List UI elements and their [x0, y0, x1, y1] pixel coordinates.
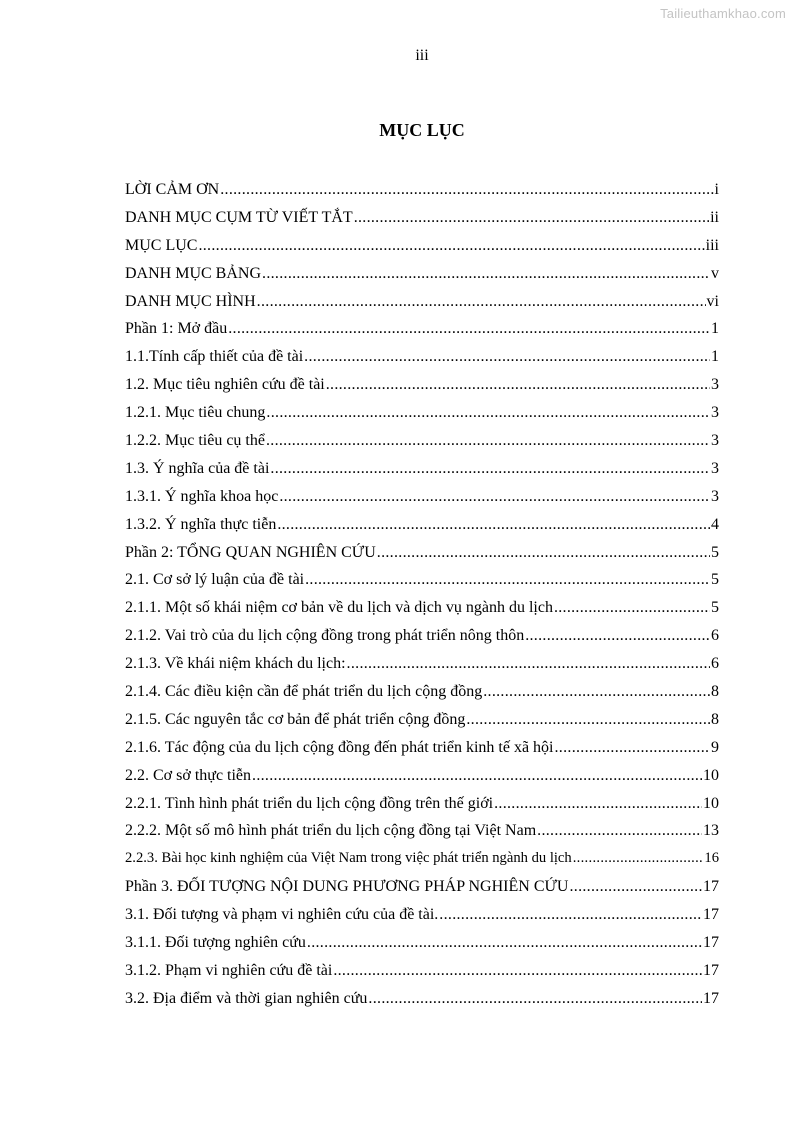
- toc-entry[interactable]: [125, 460, 719, 488]
- toc-entry-page: 6: [711, 655, 719, 673]
- toc-dot-leader: [326, 376, 710, 394]
- toc-entry-page: i: [714, 181, 719, 198]
- toc-dot-leader: [354, 209, 709, 227]
- toc-entry[interactable]: [125, 850, 719, 878]
- toc-dot-leader: [304, 348, 710, 366]
- toc-entry-page: vi: [706, 292, 719, 310]
- toc-entry-page: 3: [711, 459, 719, 477]
- toc-entry-page: 17: [703, 961, 719, 979]
- toc-dot-leader: [466, 711, 710, 729]
- toc-entry-label: 2.1.3. Về khái niệm khách du lịch:: [125, 655, 346, 673]
- toc-dot-leader: [537, 822, 702, 840]
- toc-dot-leader: [368, 990, 702, 1008]
- toc-dot-leader: [525, 627, 710, 645]
- toc-entry[interactable]: [125, 599, 719, 627]
- toc-entry[interactable]: [125, 209, 719, 237]
- toc-entry-page: 10: [703, 766, 719, 784]
- toc-entry-label: 3.1.1. Đối tượng nghiên cứu: [125, 934, 306, 952]
- toc-entry-label: 1.2.1. Mục tiêu chung: [125, 404, 266, 422]
- toc-entry[interactable]: [125, 432, 719, 460]
- toc-entry[interactable]: [125, 516, 719, 544]
- toc-dot-leader: [494, 795, 702, 813]
- toc-entry-page: iii: [705, 236, 719, 254]
- toc-entry-label: LỜI CẢM ƠN: [125, 181, 220, 198]
- toc-entry-page: 3: [711, 376, 719, 394]
- toc-entry-label: DANH MỤC BẢNG: [125, 264, 262, 282]
- toc-entry-page: 13: [703, 822, 719, 840]
- toc-entry[interactable]: [125, 320, 719, 348]
- toc-entry[interactable]: [125, 348, 719, 376]
- toc-entry[interactable]: [125, 181, 719, 209]
- toc-entry[interactable]: [125, 990, 719, 1018]
- watermark-text: Tailieuthamkhao.com: [660, 6, 786, 21]
- toc-dot-leader: [569, 878, 702, 896]
- toc-entry[interactable]: [125, 376, 719, 404]
- toc-entry-page: v: [711, 264, 719, 282]
- toc-entry-page: 1: [711, 348, 719, 366]
- toc-entry-label: 2.1.4. Các điều kiện cần để phát triển du lịch cộng đồng: [125, 683, 483, 701]
- toc-entry-label: 1.3.1. Ý nghĩa khoa học: [125, 487, 279, 505]
- toc-dot-leader: [573, 850, 704, 867]
- toc-dot-leader: [277, 516, 710, 534]
- toc-dot-leader: [347, 655, 710, 673]
- toc-entry-page: ii: [710, 208, 719, 226]
- toc-entry[interactable]: [125, 739, 719, 767]
- toc-entry-label: Phần 1: Mở đầu: [125, 320, 228, 338]
- toc-entry-page: 8: [711, 710, 719, 728]
- toc-entry-label: DANH MỤC CỤM TỪ VIẾT TẮT: [125, 208, 353, 226]
- page-title: MỤC LỤC: [379, 120, 465, 140]
- toc-entry[interactable]: [125, 822, 719, 850]
- toc-entry-label: Phần 3. ĐỐI TƯỢNG NỘI DUNG PHƯƠNG PHÁP NGHIÊN CỨU: [125, 878, 569, 896]
- toc-entry-label: 2.1.1. Một số khái niệm cơ bản về du lịch và dịch vụ ngành du lịch: [125, 599, 553, 617]
- toc-dot-leader: [262, 265, 710, 283]
- toc-entry[interactable]: [125, 962, 719, 990]
- toc-entry[interactable]: [125, 488, 719, 516]
- toc-entry-page: 3: [711, 487, 719, 505]
- toc-dot-leader: [307, 934, 702, 952]
- toc-entry-label: 1.2. Mục tiêu nghiên cứu đề tài: [125, 376, 325, 394]
- toc-dot-leader: [220, 181, 713, 199]
- toc-entry-page: 8: [711, 683, 719, 701]
- toc-entry[interactable]: [125, 655, 719, 683]
- toc-entry[interactable]: [125, 627, 719, 655]
- toc-entry-label: 1.3.2. Ý nghĩa thực tiễn: [125, 515, 277, 533]
- toc-entry[interactable]: [125, 293, 719, 321]
- toc-entry-page: 16: [704, 850, 719, 867]
- toc-dot-leader: [257, 293, 706, 311]
- toc-dot-leader: [483, 683, 710, 701]
- toc-entry-label: 3.1.2. Phạm vi nghiên cứu đề tài: [125, 961, 333, 979]
- toc-entry-label: Phần 2: TỔNG QUAN NGHIÊN CỨU: [125, 543, 376, 561]
- toc-entry-label: 2.1.6. Tác động của du lịch cộng đồng đến phát triển kinh tế xã hội: [125, 738, 554, 756]
- toc-entry[interactable]: [125, 683, 719, 711]
- toc-dot-leader: [377, 544, 710, 562]
- toc-entry-page: 3: [711, 432, 719, 450]
- toc-entry-label: 2.1. Cơ sở lý luận của đề tài: [125, 571, 305, 589]
- toc-entry-page: 10: [703, 794, 719, 812]
- toc-entry-page: 6: [711, 627, 719, 645]
- toc-dot-leader: [279, 488, 710, 506]
- toc-entry-label: 1.2.2. Mục tiêu cụ thể: [125, 432, 265, 450]
- toc-entry[interactable]: [125, 878, 719, 906]
- toc-entry-label: 3.1. Đối tượng và phạm vi nghiên cứu của đề tài.: [125, 906, 439, 924]
- toc-entry-page: 5: [711, 543, 719, 561]
- toc-dot-leader: [270, 460, 710, 478]
- toc-dot-leader: [198, 237, 704, 255]
- toc-entry-label: 2.2.2. Một số mô hình phát triển du lịch cộng đồng tại Việt Nam: [125, 822, 537, 840]
- toc-dot-leader: [554, 599, 710, 617]
- toc-entry[interactable]: [125, 237, 719, 265]
- toc-entry-page: 17: [703, 989, 719, 1007]
- toc-entry-label: 3.2. Địa điểm và thời gian nghiên cứu: [125, 989, 368, 1007]
- toc-entry-page: 1: [711, 320, 719, 338]
- toc-entry-label: 2.2. Cơ sở thực tiễn: [125, 766, 252, 784]
- toc-dot-leader: [333, 962, 702, 980]
- toc-entry-label: 2.1.2. Vai trò của du lịch cộng đồng trong phát triển nông thôn: [125, 627, 525, 645]
- toc-entry-page: 17: [703, 934, 719, 952]
- toc-entry[interactable]: [125, 767, 719, 795]
- toc-entry[interactable]: [125, 265, 719, 293]
- toc-entry-page: 17: [703, 906, 719, 924]
- page-number: iii: [415, 47, 429, 64]
- toc-dot-leader: [305, 571, 710, 589]
- toc-entry-page: 17: [703, 878, 719, 896]
- toc-entry-page: 4: [711, 515, 719, 533]
- toc-entry-page: 9: [711, 738, 719, 756]
- toc-entry-page: 5: [711, 571, 719, 589]
- toc-entry[interactable]: [125, 795, 719, 823]
- toc-entry[interactable]: [125, 404, 719, 432]
- toc-dot-leader: [228, 320, 710, 338]
- toc-dot-leader: [266, 404, 710, 422]
- toc-entry-label: DANH MỤC HÌNH: [125, 292, 256, 310]
- toc-entry-label: 2.1.5. Các nguyên tắc cơ bản để phát triển cộng đồng: [125, 710, 466, 728]
- toc-entry-label: 2.2.3. Bài học kinh nghiệm của Việt Nam trong việc phát triển ngành du lịch: [125, 850, 572, 867]
- toc-entry[interactable]: [125, 906, 719, 934]
- toc-entry-label: 1.3. Ý nghĩa của đề tài: [125, 459, 270, 477]
- toc-entry-label: 1.1.Tính cấp thiết của đề tài: [125, 348, 304, 366]
- toc-dot-leader: [439, 906, 702, 924]
- table-of-contents: [125, 181, 719, 1018]
- toc-entry[interactable]: [125, 934, 719, 962]
- toc-entry[interactable]: [125, 571, 719, 599]
- toc-dot-leader: [266, 432, 710, 450]
- toc-dot-leader: [252, 767, 702, 785]
- toc-entry[interactable]: [125, 544, 719, 572]
- toc-entry[interactable]: [125, 711, 719, 739]
- toc-entry-page: 3: [711, 404, 719, 422]
- toc-dot-leader: [555, 739, 711, 757]
- toc-entry-page: 5: [711, 599, 719, 617]
- toc-entry-label: 2.2.1. Tình hình phát triển du lịch cộng đồng trên thế giới: [125, 794, 494, 812]
- toc-entry-label: MỤC LỤC: [125, 236, 198, 254]
